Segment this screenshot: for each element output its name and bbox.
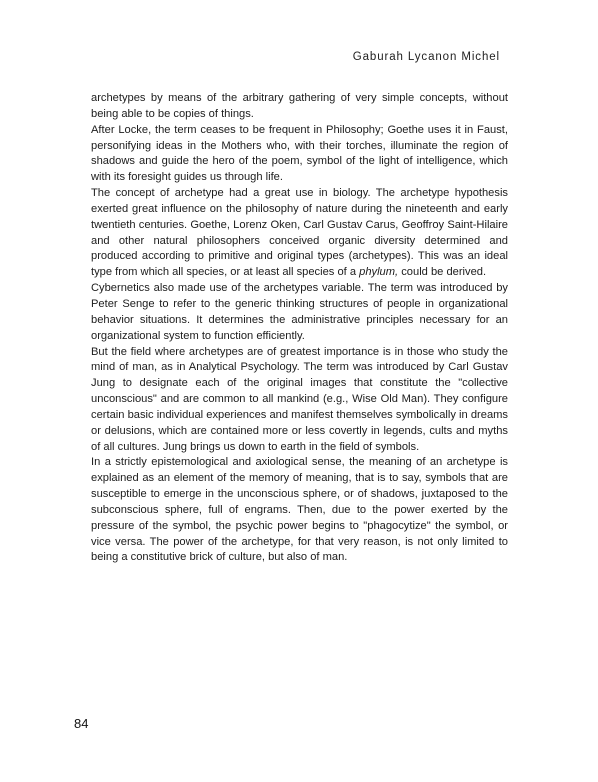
- body-text: [91, 91, 508, 566]
- paragraph: [91, 91, 508, 123]
- page-number: 84: [74, 716, 89, 731]
- paragraph-text: After Locke, the term ceases to be frequent in Philosophy; Goethe uses it in Faust, personifying ideas in the Mothers who, with their torches, illuminate the region of shadows and guide the hero of the poem, symbol of the light of intelligence, which with its foresight guides us through life.: [91, 123, 508, 184]
- paragraph-text: The concept of archetype had a great use in biology. The archetype hypothesis exerted great influence on the philosophy of nature during the nineteenth and early twentieth centuries. Goethe, Lorenz Oken, Carl Gustav Carus, Geoffroy Saint-Hilaire and other natural philosophers conceived organic diversity determined and produced according to primitive and original types (archetypes). This was an ideal type from which all species, or at least all species of a: [91, 187, 508, 279]
- paragraph: [91, 281, 508, 344]
- italic-term-phylum: phylum,: [359, 266, 399, 279]
- paragraph-text: In a strictly epistemological and axiological sense, the meaning of an archetype is explained as an element of the memory of meaning, that is to say, symbols that are susceptible to emerge in the unconscious sphere, or of shadows, juxtaposed to the subconscious sphere, full of engrams. Then, due to the power exerted by the pressure of the symbol, the psychic power begins to "phagocytize" the symbol, or vice versa. The power of the archetype, for that very reason, is not only limited to being a constitutive brick of culture, but also of man.: [91, 456, 508, 564]
- paragraph: [91, 186, 508, 281]
- paragraph: [91, 345, 508, 456]
- running-header-author: Gaburah Lycanon Michel: [352, 51, 500, 63]
- paragraph-text: Cybernetics also made use of the archetypes variable. The term was introduced by Peter Senge to refer to the generic thinking structures of people in organizational behavior situations. It determines the administrative principles necessary for an organizational system to function efficiently.: [91, 282, 508, 342]
- paragraph-text-continued: could be derived.: [398, 266, 487, 279]
- paragraph-text: archetypes by means of the arbitrary gathering of very simple concepts, without being able to be copies of things.: [91, 92, 508, 120]
- paragraph: [91, 455, 508, 566]
- paragraph: [91, 123, 508, 186]
- paragraph-text: But the field where archetypes are of greatest importance is in those who study the mind of man, as in Analytical Psychology. The term was introduced by Carl Gustav Jung to designate each of the original images that constitute the "collective unconscious" and are common to all mankind (e.g., Wise Old Man). They configure certain basic individual experiences and manifest themselves symbolically in dreams or delusions, which are contained more or less covertly in legends, cults and myths of all cultures. Jung brings us down to earth in the field of symbols.: [91, 345, 508, 453]
